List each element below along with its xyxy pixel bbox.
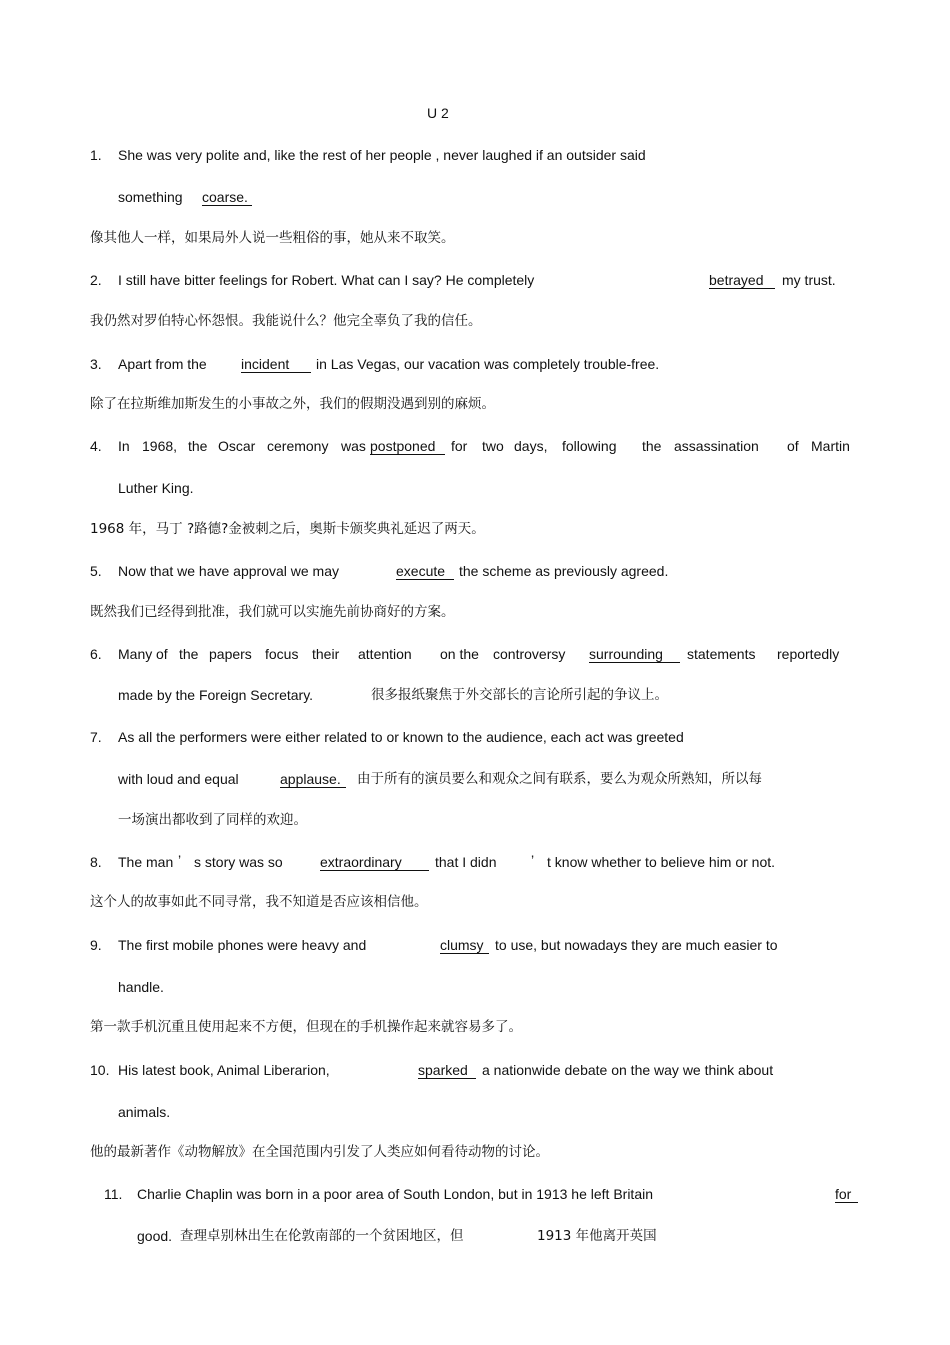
item-6-word: statements: [687, 646, 756, 662]
item-4-word: was: [341, 438, 366, 454]
item-4-word: Oscar: [218, 438, 256, 454]
item-4-word: assassination: [674, 438, 759, 454]
item-1-number: 1.: [90, 147, 102, 163]
item-4-sentence-cont: Luther King.: [118, 480, 194, 496]
item-8-translation: 这个人的故事如此不同寻常，我不知道是否应该相信他。: [90, 894, 428, 910]
item-5-answer: execute: [396, 563, 454, 580]
item-7-sentence-cont: with loud and equal: [118, 771, 239, 787]
item-4-translation: 1968 年，马丁 ?路德?金被刺之后，奥斯卡颁奖典礼延迟了两天。: [90, 521, 485, 537]
item-3-number: 3.: [90, 356, 102, 372]
item-8-sentence-d: t know whether to believe him or not.: [547, 854, 776, 870]
item-6-word: their: [312, 646, 340, 662]
item-10-translation: 他的最新著作《动物解放》在全国范围内引发了人类应如何看待动物的讨论。: [90, 1144, 549, 1160]
item-1-sentence-cont: something: [118, 189, 183, 205]
item-10-sentence-b: a nationwide debate on the way we think about: [482, 1062, 774, 1078]
item-10-sentence-a: His latest book, Animal Liberarion,: [118, 1062, 330, 1078]
item-2-translation: 我仍然对罗伯特心怀怨恨。我能说什么？他完全辜负了我的信任。: [90, 313, 482, 329]
item-3-translation: 除了在拉斯维加斯发生的小事故之外，我们的假期没遇到别的麻烦。: [90, 396, 495, 412]
item-1-sentence: She was very polite and, like the rest of her people , never laughed if an outsider said: [118, 147, 646, 163]
item-11-translation-b: 1913 年他离开英国: [537, 1228, 657, 1244]
item-9-sentence-cont: handle.: [118, 979, 164, 995]
page-title: U 2: [427, 105, 449, 121]
item-7-translation-cont: 一场演出都收到了同样的欢迎。: [118, 812, 307, 828]
item-5-translation: 既然我们已经得到批准，我们就可以实施先前协商好的方案。: [90, 604, 455, 620]
item-5-number: 5.: [90, 563, 102, 579]
item-8-apostrophe: ’: [531, 852, 535, 868]
item-4-word: the: [642, 438, 662, 454]
item-9-number: 9.: [90, 937, 102, 953]
item-8-sentence-b: s story was so: [194, 854, 283, 870]
item-7-sentence: As all the performers were either related to or known to the audience, each act was greeted: [118, 729, 684, 745]
item-6-word: focus: [265, 646, 299, 662]
item-8-answer: extraordinary: [320, 854, 429, 871]
item-6-word: on the: [440, 646, 479, 662]
item-4-number: 4.: [90, 438, 102, 454]
item-4-word: for: [451, 438, 468, 454]
item-6-translation: 很多报纸聚焦于外交部长的言论所引起的争议上。: [371, 687, 668, 703]
item-11-sentence-a: Charlie Chaplin was born in a poor area of South London, but in 1913 he left Britain: [137, 1186, 654, 1202]
item-5-sentence-a: Now that we have approval we may: [118, 563, 339, 579]
item-2-answer: betrayed: [709, 272, 775, 289]
item-2-sentence-a: I still have bitter feelings for Robert. What can I say? He completely: [118, 272, 535, 288]
item-10-answer: sparked: [418, 1062, 476, 1079]
item-6-sentence-cont: made by the Foreign Secretary.: [118, 687, 314, 703]
item-9-sentence-a: The first mobile phones were heavy and: [118, 937, 367, 953]
item-4-word: of: [787, 438, 799, 454]
item-11-answer: for: [835, 1186, 858, 1203]
item-2-sentence-b: my trust.: [782, 272, 836, 288]
item-4-word: following: [562, 438, 617, 454]
item-10-sentence-cont: animals.: [118, 1104, 171, 1120]
item-1-translation: 像其他人一样，如果局外人说一些粗俗的事，她从来不取笑。: [90, 230, 455, 246]
item-8-sentence-a: The man: [118, 854, 174, 870]
item-4-word: the: [188, 438, 208, 454]
item-11-number: 11.: [104, 1186, 123, 1202]
item-6-answer: surrounding: [589, 646, 680, 663]
item-4-word: In: [118, 438, 130, 454]
item-11-translation-a: 查理卓别林出生在伦敦南部的一个贫困地区，但: [180, 1228, 464, 1244]
item-9-sentence-b: to use, but nowadays they are much easier to: [495, 937, 778, 953]
item-3-answer: incident: [241, 356, 311, 373]
item-6-word: the: [179, 646, 199, 662]
item-6-word: of: [156, 646, 168, 662]
item-8-number: 8.: [90, 854, 102, 870]
item-6-number: 6.: [90, 646, 102, 662]
item-10-number: 10.: [90, 1062, 110, 1078]
item-3-sentence-b: in Las Vegas, our vacation was completely trouble-free.: [316, 356, 660, 372]
item-4-word: ceremony: [267, 438, 329, 454]
item-6-word: reportedly: [777, 646, 840, 662]
item-7-answer: applause.: [280, 771, 346, 788]
item-5-sentence-b: the scheme as previously agreed.: [459, 563, 669, 579]
item-9-translation: 第一款手机沉重且使用起来不方便，但现在的手机操作起来就容易多了。: [90, 1019, 522, 1035]
item-7-number: 7.: [90, 729, 102, 745]
item-2-number: 2.: [90, 272, 102, 288]
item-6-word: papers: [209, 646, 252, 662]
item-4-word: Martin: [811, 438, 850, 454]
item-7-translation: 由于所有的演员要么和观众之间有联系，要么为观众所熟知，所以每: [357, 771, 762, 787]
item-1-answer: coarse.: [202, 189, 252, 206]
item-4-word: days,: [514, 438, 548, 454]
item-6-word: attention: [358, 646, 412, 662]
item-9-answer: clumsy: [440, 937, 489, 954]
item-8-sentence-c: that I didn: [435, 854, 497, 870]
item-4-word: two: [482, 438, 504, 454]
item-6-word: controversy: [493, 646, 566, 662]
item-4-word: 1968,: [142, 438, 178, 454]
item-6-word: Many: [118, 646, 153, 662]
item-11-sentence-cont: good.: [137, 1228, 173, 1244]
item-8-apostrophe: ’: [178, 852, 182, 868]
item-3-sentence-a: Apart from the: [118, 356, 207, 372]
item-4-answer: postponed: [370, 438, 445, 455]
